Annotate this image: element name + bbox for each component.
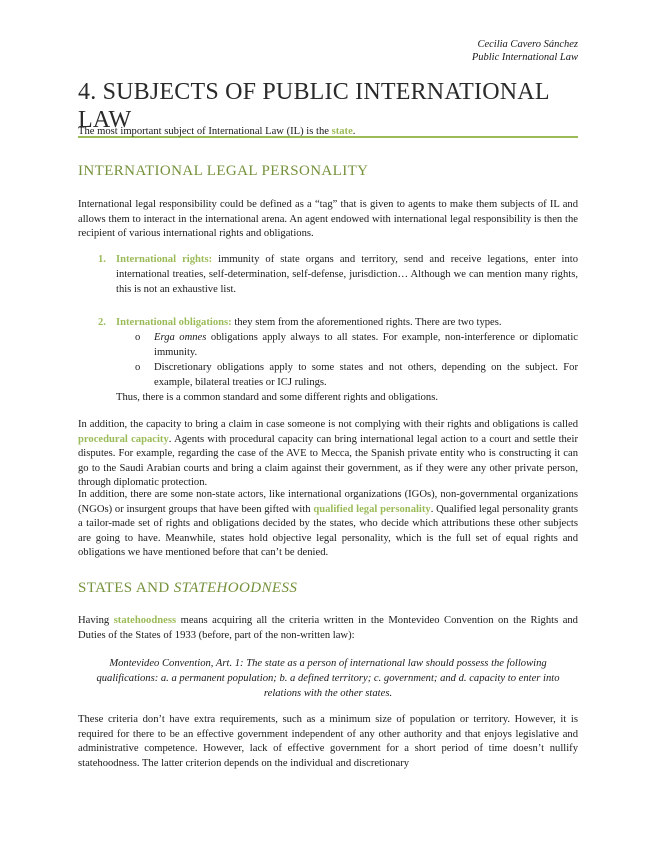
qualified-personality-highlight: qualified legal personality [313, 503, 431, 515]
obligations-list [78, 315, 578, 405]
criteria-paragraph: These criteria don’t have extra requirements, such as a minimum size of population or territory. However, it is required for there to be an effective government independent of any other authority and that enjoys legislative and administrative competence. However, lack of effective government for a short period of time doesn’t nullify statehoodness. The latter criterion depends on the individual and discretionary [78, 714, 578, 769]
qualified-personality-paragraph: In addition, there are some non-state actors, like international organizations (IGOs), non-governmental organizations (NGOs) or insurgent groups that have been gifted with qualified legal personality. Qualified legal personality grants a tailor-made set of rights and obligations decided by the states, who decide which attributions these other subjects are going to have. Meanwhile, states hold objective legal personality, which is the full set of equal rights and obligations we have mentioned before that can’t be denied. [78, 489, 578, 559]
procedural-capacity-highlight: procedural capacity [78, 433, 169, 445]
intro-paragraph: The most important subject of International Law (IL) is the state. [78, 126, 356, 137]
page-header [472, 38, 578, 64]
summary-line: Thus, there is a common standard and some different rights and obligations. [116, 392, 438, 403]
list-item-obligations: 2. International obligations: they stem from the aforementioned rights. There are two types. [98, 317, 502, 328]
course-name: Public International Law [471, 52, 578, 63]
sub-item-discretionary: o Discretionary obligations apply to some states and not others, depending on the subject. For example, bilateral treaties or ICJ rulings. [135, 362, 578, 388]
list-item-rights: 1. International rights: immunity of state organs and territory, send and receive legations, enter into international treaties, self-determination, self-defense, jurisdiction… Although we can mention many rights, this is not an exhaustive list. [98, 254, 579, 295]
sub-item-erga-omnes: o Erga omnes obligations apply always to all states. For example, non-interference or diplomatic immunity. [135, 332, 578, 358]
section-heading-legal-personality: INTERNATIONAL LEGAL PERSONALITY [78, 163, 369, 179]
montevideo-quote: Montevideo Convention, Art. 1: The state as a person of international law should possess the following qualifications: a. a permanent population; b. a defined territory; c. government; and d. capacity to enter into relations with the other states. [96, 658, 560, 699]
procedural-capacity-paragraph: In addition, the capacity to bring a claim in case someone is not complying with their rights and obligations is called procedural capacity. Agents with procedural capacity can bring international legal action to a court and settle their disputes. For example, regarding the case of the AVE to Mecca, the Spanish private entity who is constructing it can go to the Saudi Arabian courts and bring a claim against their government, as if they were any other private person, through diplomatic protection. [78, 419, 578, 489]
legal-responsibility-paragraph: International legal responsibility could be defined as a “tag” that is given to agents to make them subjects of IL and allows them to interact in the international arena. An agent endowed with international legal responsibility is then the recipient of various international rights and obligations. [78, 199, 578, 240]
state-highlight: state [331, 126, 353, 137]
statehoodness-paragraph: Having statehoodness means acquiring all the criteria written in the Montevideo Convention on the Rights and Duties of the States of 1933 (before, part of the non-written law): [78, 615, 578, 641]
statehoodness-highlight: statehoodness [113, 615, 177, 626]
section-heading-statehoodness: STATES AND STATEHOODNESS [78, 580, 298, 596]
page-title: 4. SUBJECTS OF PUBLIC INTERNATIONAL LAW [78, 78, 578, 138]
rights-obligations-list [78, 252, 578, 297]
author-name: Cecilia Cavero Sánchez [477, 39, 578, 50]
